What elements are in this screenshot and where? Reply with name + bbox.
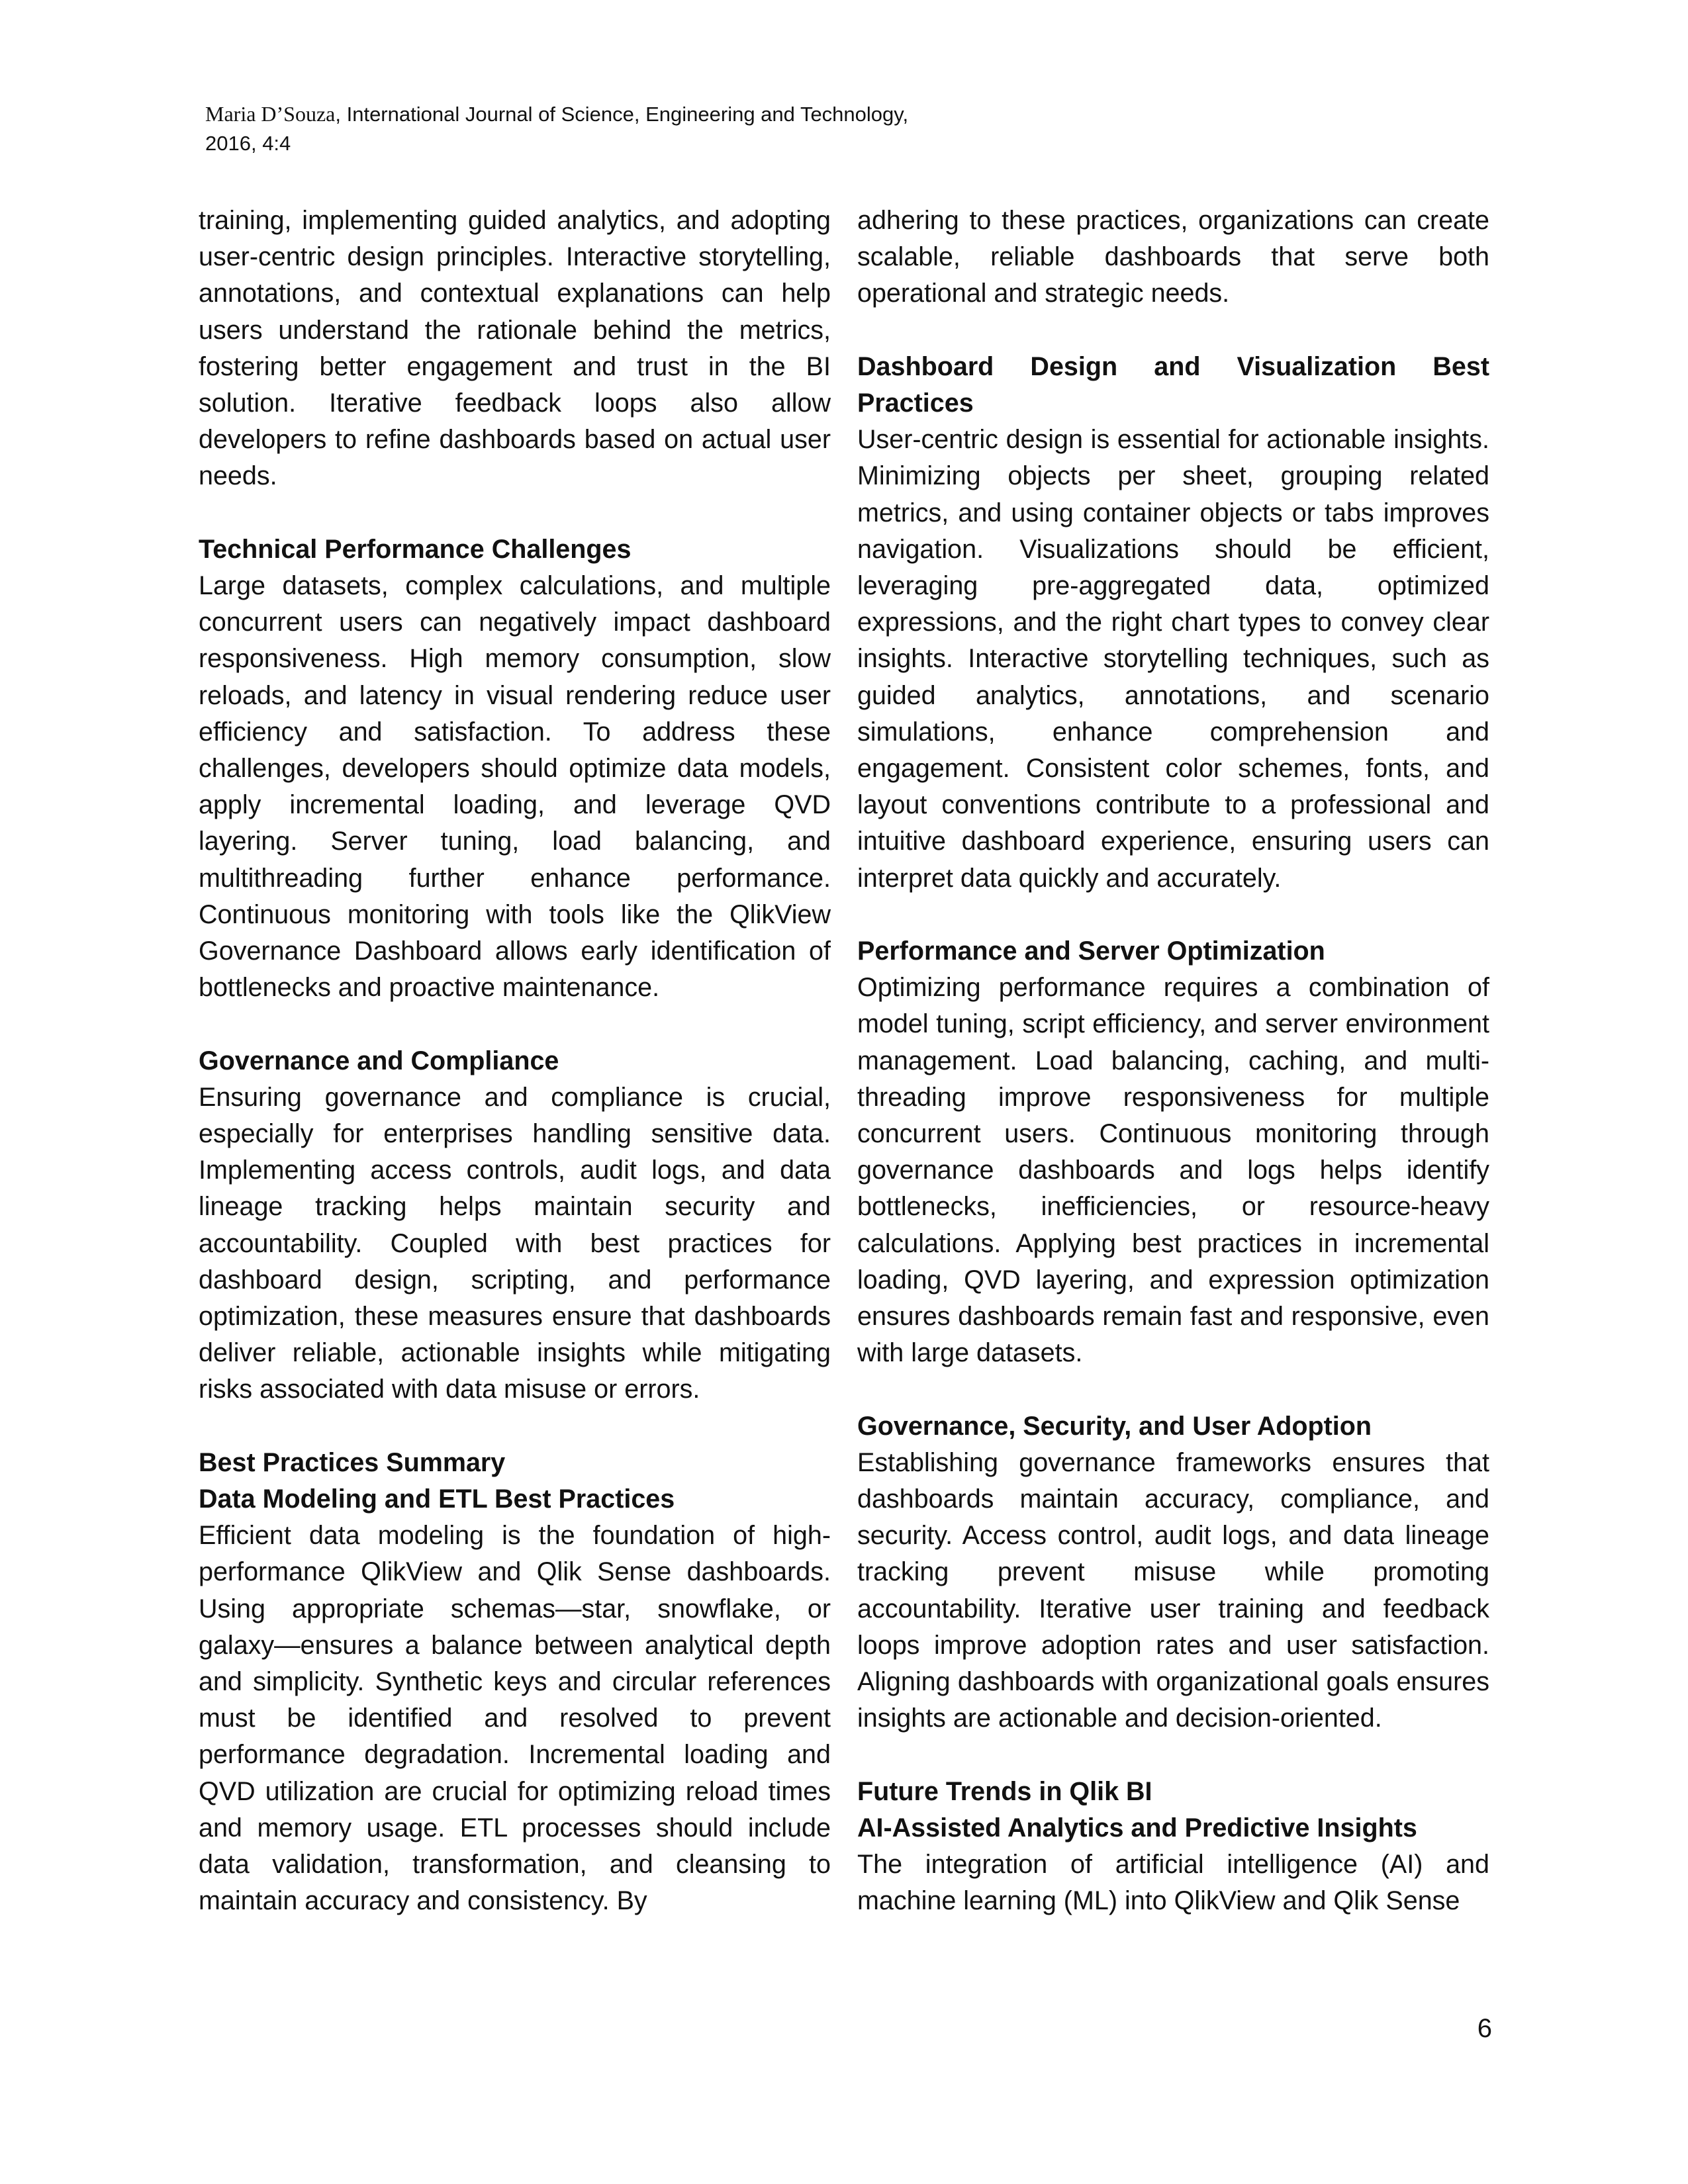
section-heading-technical-performance: Technical Performance Challenges (199, 534, 632, 564)
paragraph-continuation: adhering to these practices, organizations can create scalable, reliable dashboards that serve both operational and strategic needs. (857, 206, 1489, 308)
paragraph-gap (857, 897, 1489, 933)
paragraph-continuation: training, implementing guided analytics, and adopting user-centric design principles. Interactive storytelling, annotations, and contextual explanations can help users understand the rationale behind the metrics, fostering better engagement and trust in the BI solution. Iterative feedback loops also allow developers to refine dashboards based on actual user needs. (199, 206, 831, 491)
paragraph-gap (857, 312, 1489, 349)
paragraph-technical-performance: Large datasets, complex calculations, and multiple concurrent users can negatively impact dashboard responsiveness. High memory consumption, slow reloads, and latency in visual rendering reduce user efficiency and satisfaction. To address these challenges, developers should optimize data models, apply incremental loading, and leverage QVD layering. Server tuning, load balancing, and multithreading further enhance performance. Continuous monitoring with tools like the QlikView Governance Dashboard allows early identification of bottlenecks and proactive maintenance. (199, 571, 831, 1003)
page-number: 6 (1477, 2014, 1492, 2043)
section-heading-best-practices-summary: Best Practices Summary (199, 1447, 506, 1477)
paragraph-ai-assisted: The integration of artificial intelligence (AI) and machine learning (ML) into QlikView and Qlik Sense (857, 1850, 1489, 1916)
subsection-heading-ai-assisted: AI-Assisted Analytics and Predictive Insights (857, 1813, 1417, 1843)
subsection-heading-performance-server: Performance and Server Optimization (857, 936, 1325, 966)
running-header (205, 99, 1198, 158)
right-column (857, 203, 1489, 1919)
paragraph-data-modeling: Efficient data modeling is the foundation of high-performance QlikView and Qlik Sense dashboards. Using appropriate schemas—star, snowflake, or galaxy—ensures a balance between analytical depth and simplicity. Synthetic keys and circular references must be identified and resolved to prevent performance degradation. Incremental loading and QVD utilization are crucial for optimizing reload times and memory usage. ETL processes should include data validation, transformation, and cleansing to maintain accuracy and consistency. By (199, 1521, 831, 1916)
section-heading-future-trends: Future Trends in Qlik BI (857, 1776, 1152, 1806)
paragraph-gap (199, 495, 831, 531)
paragraph-gap (857, 1371, 1489, 1408)
paragraph-dashboard-design: User-centric design is essential for actionable insights. Minimizing objects per sheet, grouping related metrics, and using container objects or tabs improves navigation. Visualizations should be efficient, leveraging pre-aggregated data, optimized expressions, and the right chart types to convey clear insights. Interactive storytelling techniques, such as guided analytics, annotations, and scenario simulations, enhance comprehension and engagement. Consistent color schemes, fonts, and layout conventions contribute to a professional and intuitive dashboard experience, ensuring users can interpret data quickly and accurately. (857, 425, 1489, 893)
paragraph-governance-compliance: Ensuring governance and compliance is crucial, especially for enterprises handling sensitive data. Implementing access controls, audit logs, and data lineage tracking helps maintain security and accountability. Coupled with best practices for dashboard design, scripting, and performance optimization, these measures ensure that dashboards deliver reliable, actionable insights while mitigating risks associated with data misuse or errors. (199, 1082, 831, 1404)
paragraph-governance-security: Establishing governance frameworks ensures that dashboards maintain accuracy, compliance, and security. Access control, audit logs, and data lineage tracking prevent misuse while promoting accountability. Iterative user training and feedback loops improve adoption rates and user satisfaction. Aligning dashboards with organizational goals ensures insights are actionable and decision-oriented. (857, 1447, 1489, 1733)
section-heading-governance-compliance: Governance and Compliance (199, 1046, 559, 1075)
subsection-heading-governance-security: Governance, Security, and User Adoption (857, 1411, 1372, 1441)
header-journal: , International Journal of Science, Engineering and Technology, (335, 103, 909, 126)
header-year-volume: 2016, 4:4 (205, 132, 291, 155)
subsection-heading-data-modeling: Data Modeling and ETL Best Practices (199, 1484, 675, 1514)
paragraph-gap (199, 1408, 831, 1445)
header-author: Maria D’Souza (205, 102, 336, 126)
header-citation-line (205, 99, 1198, 129)
paragraph-gap (857, 1737, 1489, 1773)
paragraph-gap (199, 1006, 831, 1042)
left-column (199, 203, 831, 1920)
paragraph-performance-server: Optimizing performance requires a combination of model tuning, script efficiency, and server environment management. Load balancing, caching, and multi-threading improve responsiveness for multiple concurrent users. Continuous monitoring through governance dashboards and logs helps identify bottlenecks, inefficiencies, or resource-heavy calculations. Applying best practices in incremental loading, QVD layering, and expression optimization ensures dashboards remain fast and responsive, even with large datasets. (857, 973, 1489, 1368)
subsection-heading-dashboard-design: Dashboard Design and Visualization Best Practices (857, 351, 1489, 418)
